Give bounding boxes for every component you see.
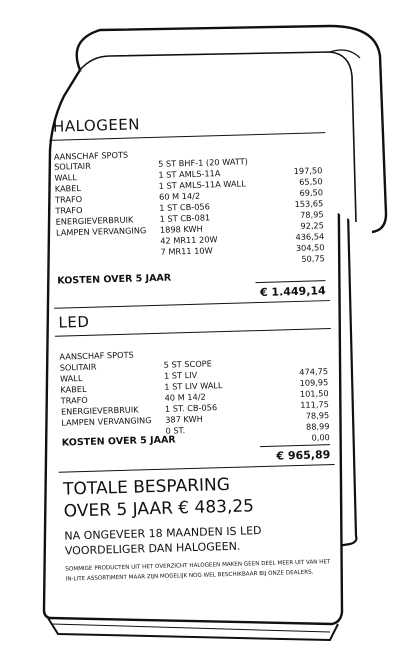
table-row: LAMPEN VERVANGING 387 KWH 78,95	[61, 410, 330, 428]
summary-divider	[59, 464, 335, 473]
led-total-value: € 965,89	[276, 448, 331, 463]
led-total-label: KOSTEN OVER 5 JAAR	[61, 434, 176, 449]
led-divider	[55, 328, 331, 337]
table-row: WALL 1 ST AMLS-11A 197,50	[54, 165, 323, 183]
table-row: KABEL 1 ST LIV WALL 109,95	[60, 377, 329, 395]
halogeen-total-value: € 1.449,14	[259, 284, 326, 300]
savings-heading: TOTALE BESPARING	[62, 474, 231, 500]
table-row: 50,75	[301, 253, 325, 264]
receipt-sheet	[52, 84, 335, 631]
table-row: 0 ST. 88,99	[165, 421, 330, 436]
table-row: AANSCHAF SPOTS	[53, 149, 129, 162]
table-row: SOLITAIR 5 ST SCOPE	[59, 358, 212, 373]
table-row: ENERGIEVERBRUIK 1 ST. CB-056 111,75	[60, 399, 330, 417]
savings-amount: OVER 5 JAAR € 483,25	[63, 496, 255, 522]
disclaimer-line-2: IN-LITE ASSORTIMENT MAAR ZIJN MOGELIJK NOG WEL BESCHIKBAAR BIJ ONZE DEALERS.	[65, 569, 314, 583]
table-row: TRAFO 1 ST CB-056 153,65	[55, 198, 324, 216]
break-even-note: NA ONGEVEER 18 MAANDEN IS LED	[64, 524, 262, 543]
break-even-note-2: VOORDELIGER DAN HALOGEEN.	[64, 539, 241, 558]
disclaimer-line-1: SOMMIGE PRODUCTEN UIT HET OVERZICHT HALOGEEN MAKEN GEEN DEEL MEER UIT VAN HET	[65, 559, 331, 573]
halogeen-total-underline	[255, 280, 325, 283]
table-row: KABEL 1 ST AMLS-11A WALL 65,50	[54, 176, 323, 194]
table-row: TRAFO 40 M 14/2 101,50	[60, 388, 329, 406]
table-row: LAMPEN VERVANGING 1898 KWH 92,25	[55, 220, 325, 238]
led-title: LED	[58, 312, 90, 332]
table-row: SOLITAIR 5 ST BHF-1 (20 WATT)	[54, 156, 248, 172]
table-row: AANSCHAF SPOTS	[59, 349, 134, 362]
led-total-underline	[260, 444, 330, 447]
halogeen-total-label: KOSTEN OVER 5 JAAR	[57, 272, 172, 287]
halogeen-title: HALOGEEN	[52, 115, 141, 136]
section-divider	[54, 300, 330, 309]
table-row: 0,00	[311, 432, 330, 443]
table-row: TRAFO 60 M 14/2 69,50	[54, 187, 324, 205]
table-row: ENERGIEVERBRUIK 1 ST CB-081 78,95	[55, 209, 324, 227]
table-row: 7 MR11 10W 304,50	[160, 242, 325, 257]
table-row: WALL 1 ST LIV 474,75	[59, 366, 329, 384]
table-row: 42 MR11 20W 436,54	[160, 231, 325, 246]
